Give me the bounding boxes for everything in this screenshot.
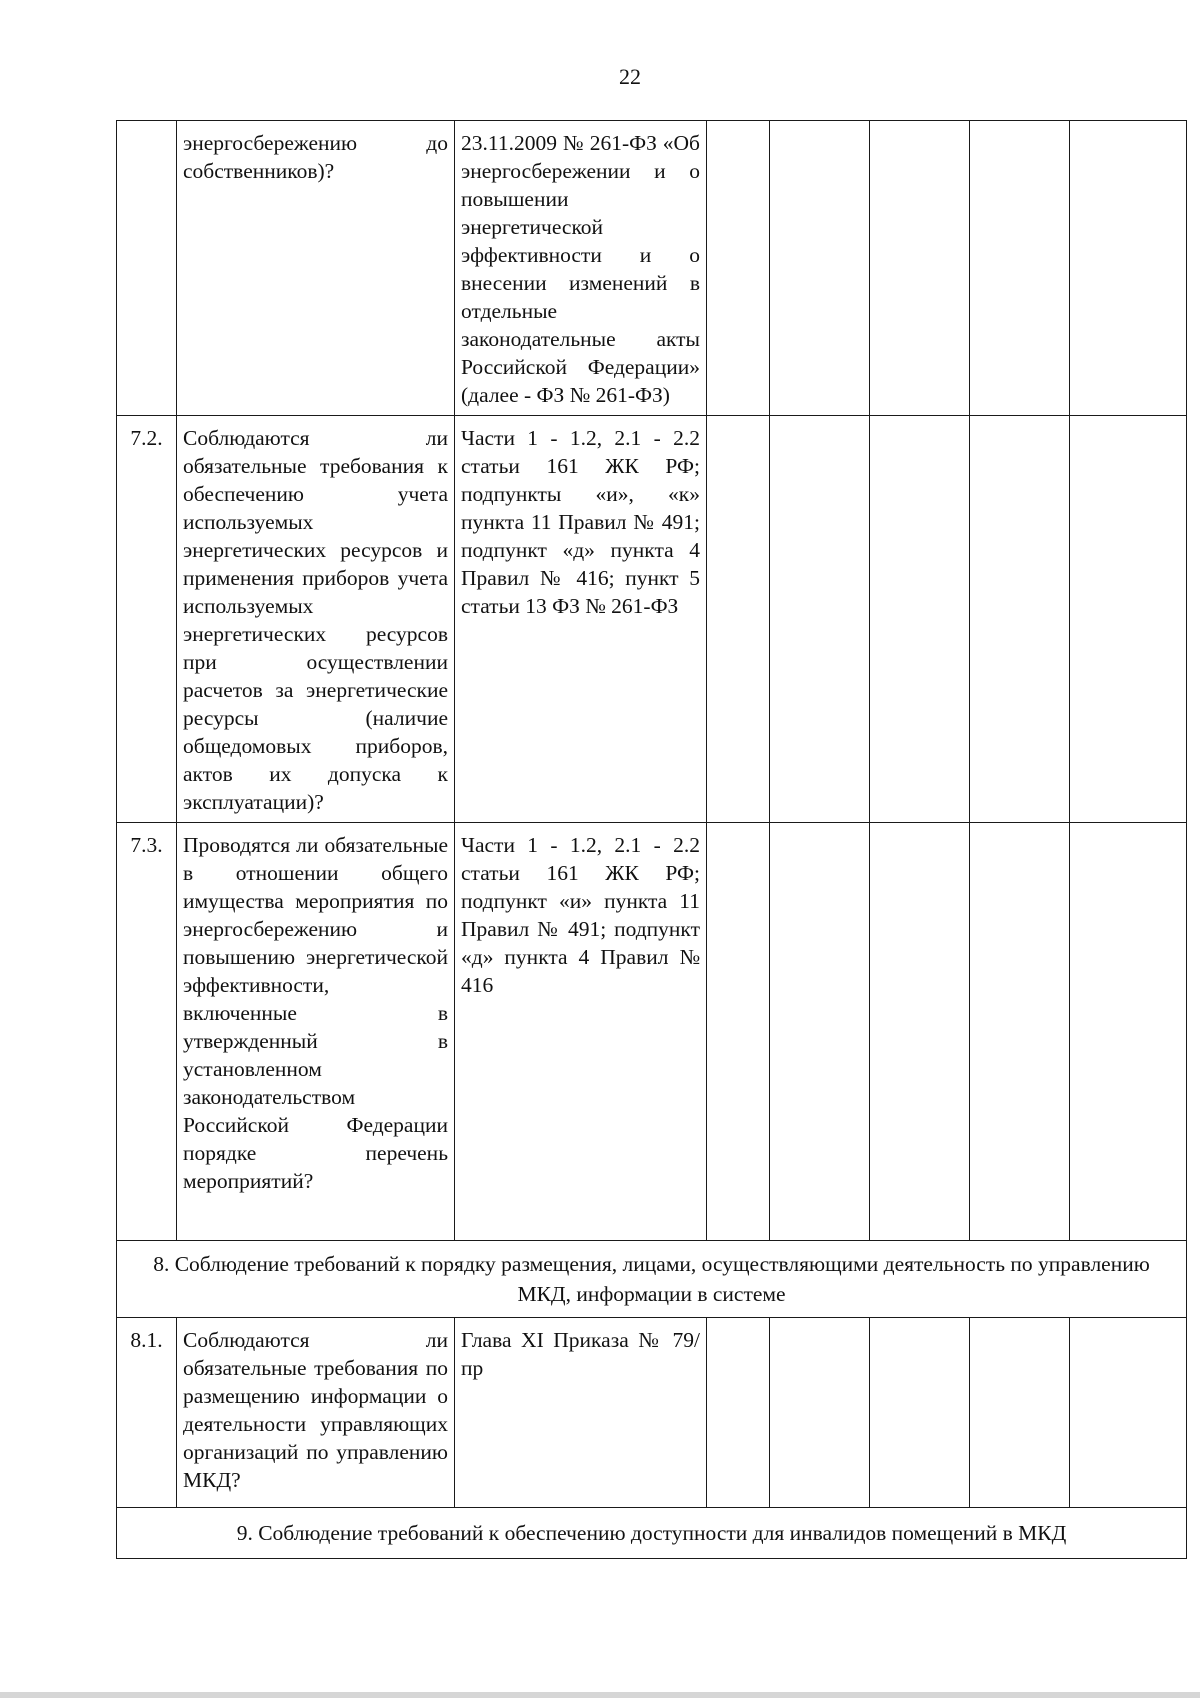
section-heading-9: 9. Соблюдение требований к обеспечению доступности для инвалидов помещений в МКД: [117, 1508, 1187, 1559]
item-number: 7.2.: [117, 416, 177, 823]
section-row: [117, 1508, 1187, 1559]
table-row: [117, 121, 1187, 416]
requirement-text: Соблюдаются ли обязательные требования по размещению информации о деятельности управляющих организаций по управлению МКД?: [177, 1318, 455, 1508]
answer-cell: [1070, 1318, 1187, 1508]
legal-basis-text: Части 1 - 1.2, 2.1 - 2.2 статьи 161 ЖК РФ; подпункт «и» пункта 11 Правил № 491; подпункт «д» пункта 4 Правил № 416: [455, 823, 707, 1241]
scan-bottom-edge: [0, 1692, 1200, 1698]
answer-cell: [1070, 416, 1187, 823]
answer-cell: [870, 121, 970, 416]
requirement-text: энергосбережению до собственников)?: [177, 121, 455, 416]
checklist-table: [116, 120, 1187, 1559]
legal-basis-text: 23.11.2009 № 261-ФЗ «Об энергосбережении и о повышении энергетической эффективности и о внесении изменений в отдельные законодательные акты Российской Федерации» (далее - ФЗ № 261-ФЗ): [455, 121, 707, 416]
answer-cell: [770, 416, 870, 823]
table-row: [117, 416, 1187, 823]
table-row: [117, 823, 1187, 1241]
answer-cell: [970, 121, 1070, 416]
answer-cell: [770, 1318, 870, 1508]
legal-basis-text: Глава XI Приказа № 79/пр: [455, 1318, 707, 1508]
answer-cell: [770, 823, 870, 1241]
answer-cell: [1070, 121, 1187, 416]
item-number: 8.1.: [117, 1318, 177, 1508]
answer-cell: [1070, 823, 1187, 1241]
answer-cell: [970, 823, 1070, 1241]
requirement-text: Проводятся ли обязательные в отношении общего имущества мероприятия по энергосбережению и повышению энергетической эффективности, включенные в утвержденный в установленном законодательством Российской Федерации порядке перечень мероприятий?: [177, 823, 455, 1241]
requirement-text: Соблюдаются ли обязательные требования к обеспечению учета используемых энергетических ресурсов и применения приборов учета используемых энергетических ресурсов при осуществлении расчетов за энергетические ресурсы (наличие общедомовых приборов, актов их допуска к эксплуатации)?: [177, 416, 455, 823]
answer-cell: [870, 416, 970, 823]
page-number: 22: [619, 64, 641, 89]
table-row: [117, 1318, 1187, 1508]
answer-cell: [970, 1318, 1070, 1508]
answer-cell: [707, 121, 770, 416]
item-number: [117, 121, 177, 416]
answer-cell: [970, 416, 1070, 823]
item-number: 7.3.: [117, 823, 177, 1241]
section-row: [117, 1241, 1187, 1318]
answer-cell: [770, 121, 870, 416]
section-heading-8: 8. Соблюдение требований к порядку размещения, лицами, осуществляющими деятельность по управлению МКД, информации в системе: [117, 1241, 1187, 1318]
answer-cell: [870, 1318, 970, 1508]
answer-cell: [870, 823, 970, 1241]
legal-basis-text: Части 1 - 1.2, 2.1 - 2.2 статьи 161 ЖК РФ; подпункты «и», «к» пункта 11 Правил № 491; подпункт «д» пункта 4 Правил № 416; пункт 5 статьи 13 ФЗ № 261-ФЗ: [455, 416, 707, 823]
answer-cell: [707, 416, 770, 823]
answer-cell: [707, 1318, 770, 1508]
answer-cell: [707, 823, 770, 1241]
